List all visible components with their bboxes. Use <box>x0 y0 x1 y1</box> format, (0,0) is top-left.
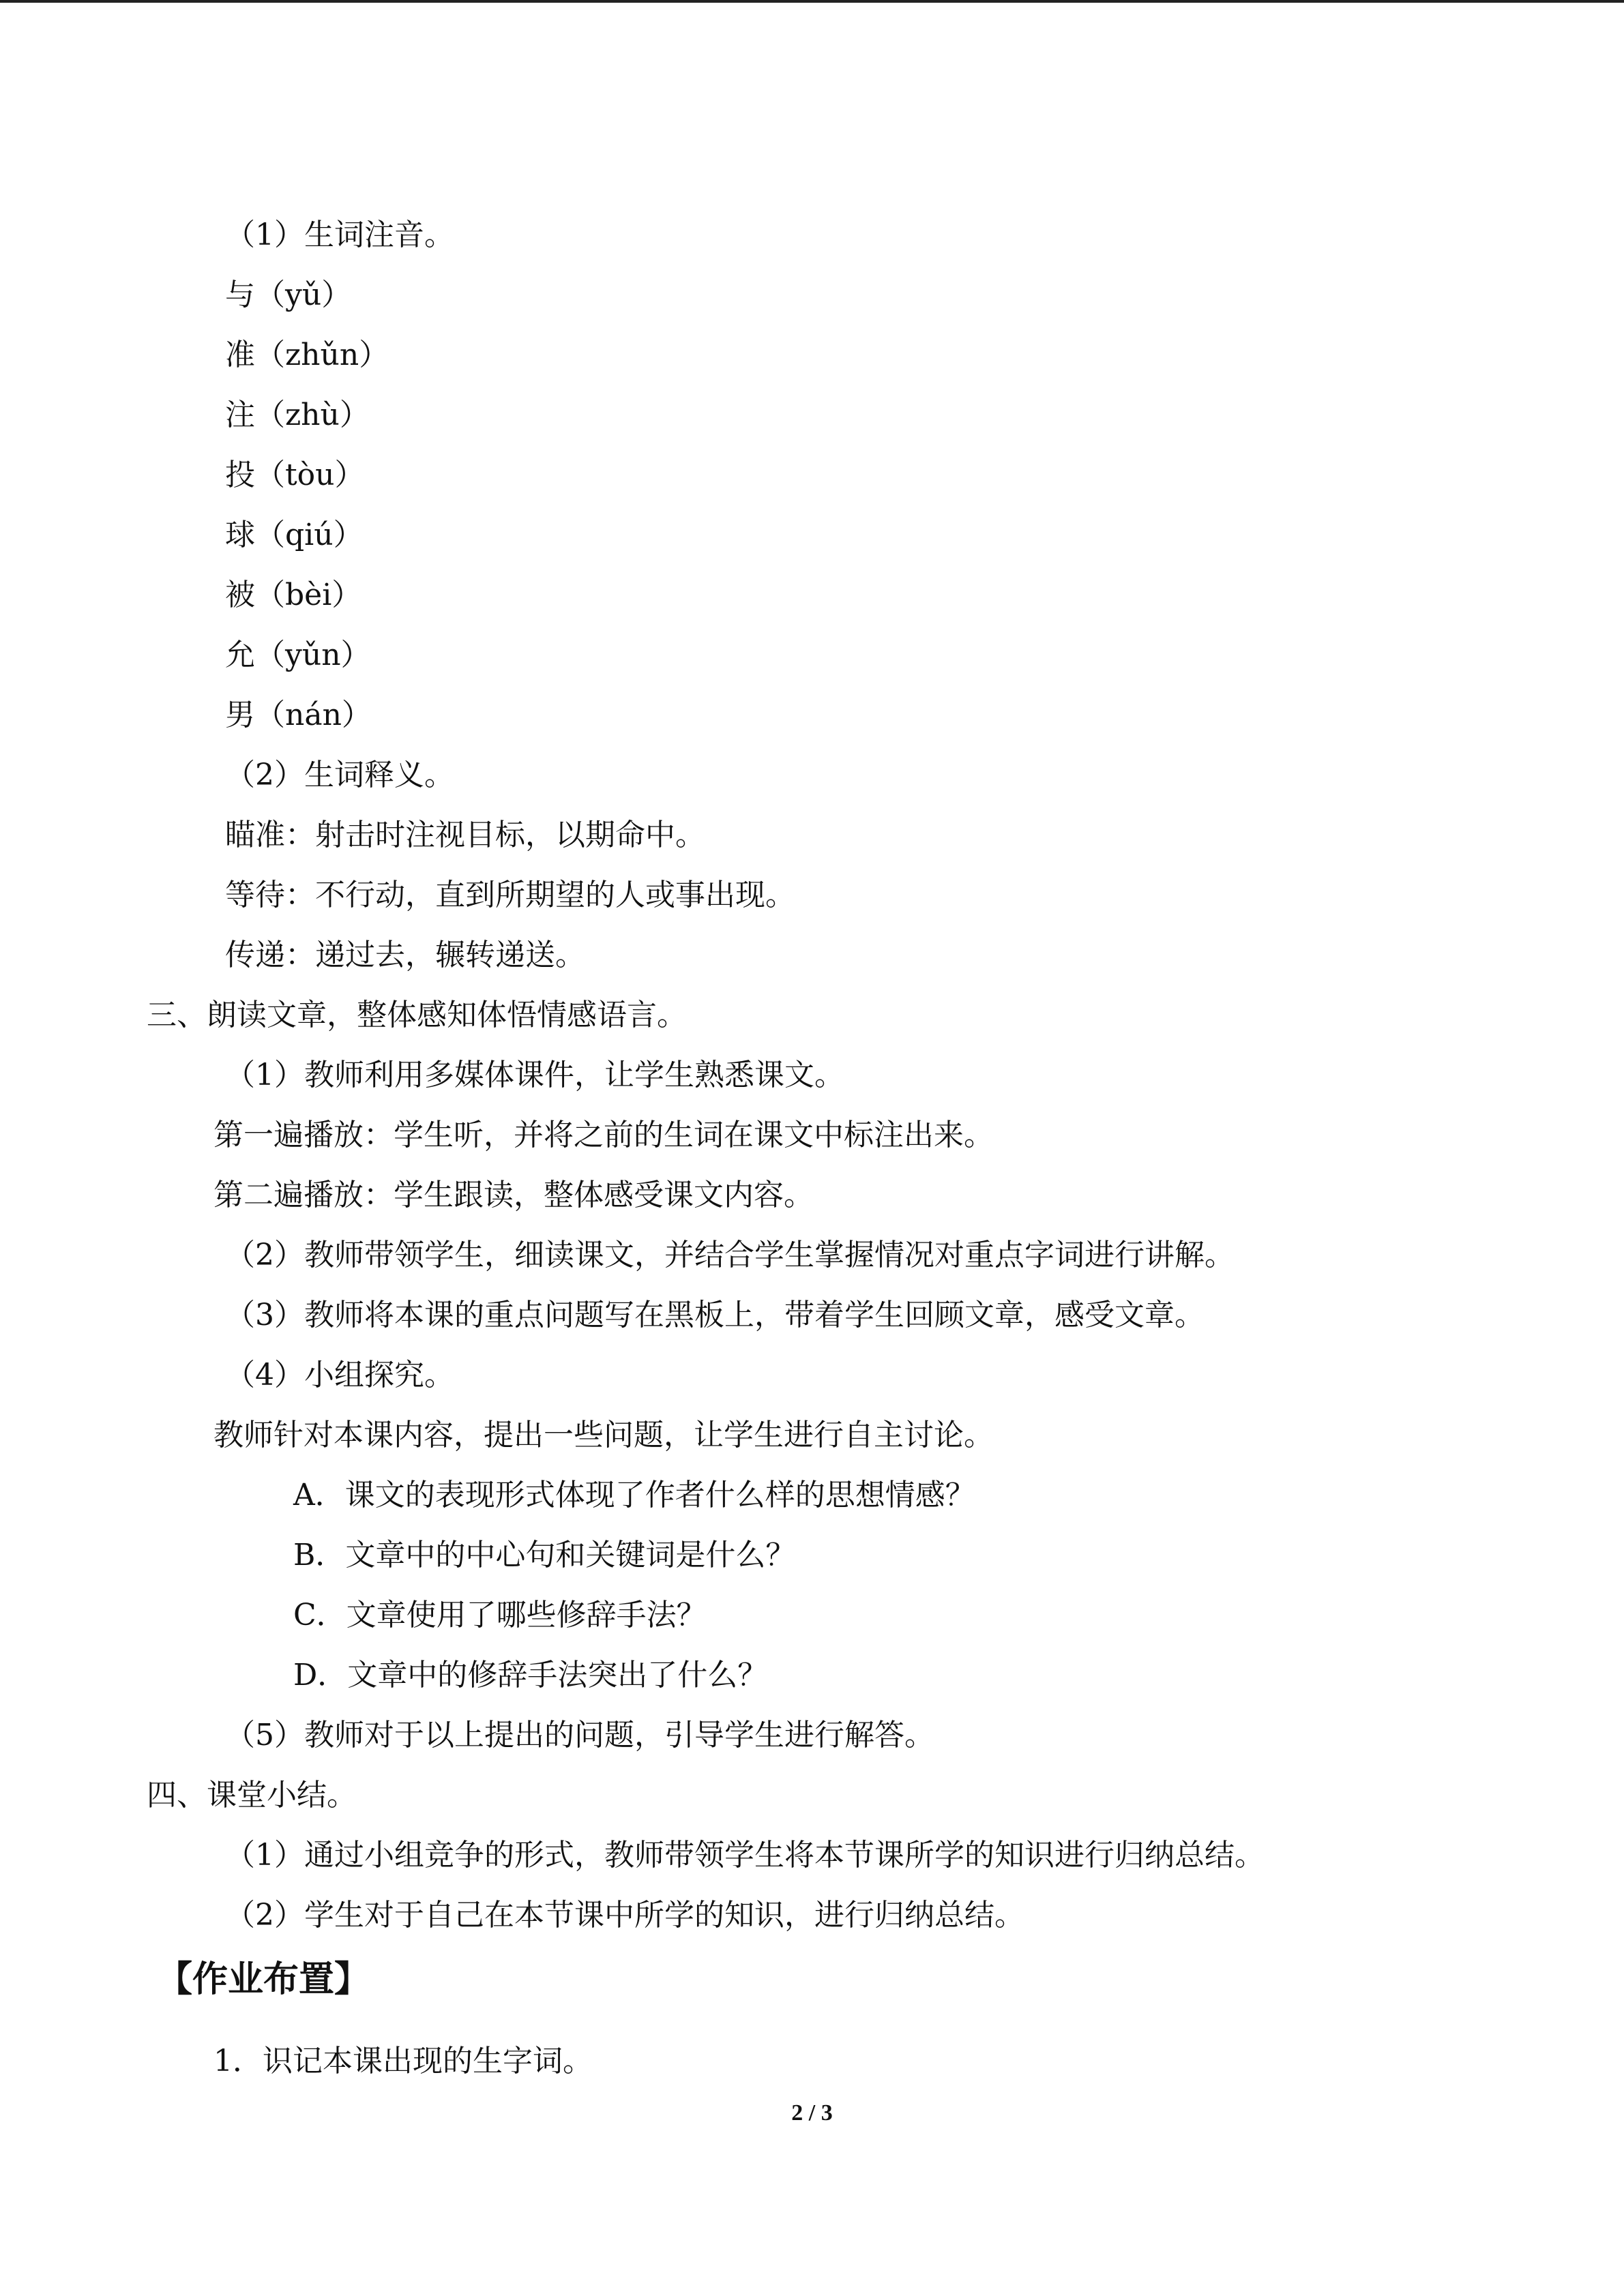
section-heading-3: 三、朗读文章，整体感知体悟情感语言。 <box>147 998 687 1032</box>
page-number: 2 / 3 <box>791 2100 833 2126</box>
text-line: （2）生词释义。 <box>225 758 454 792</box>
question-item: C．文章使用了哪些修辞手法？ <box>293 1598 707 1632</box>
homework-item: 1．识记本课出现的生字词。 <box>213 2044 593 2078</box>
text-line: （1）生词注音。 <box>225 218 454 252</box>
text-line: 瞄准：射击时注视目标，以期命中。 <box>225 818 705 852</box>
text-line: 球（qiú） <box>225 518 364 552</box>
text-line: （1）教师利用多媒体课件，让学生熟悉课文。 <box>225 1058 844 1092</box>
text-line: 准（zhǔn） <box>225 338 389 372</box>
text-line: （1）通过小组竞争的形式，教师带领学生将本节课所学的知识进行归纳总结。 <box>225 1838 1265 1873</box>
text-line: （2）学生对于自己在本节课中所学的知识，进行归纳总结。 <box>225 1898 1024 1933</box>
text-line: （4）小组探究。 <box>225 1358 454 1392</box>
text-line: 教师针对本课内容，提出一些问题，让学生进行自主讨论。 <box>213 1418 994 1452</box>
text-line: 第二遍播放：学生跟读，整体感受课文内容。 <box>213 1178 814 1212</box>
homework-heading: 【作业布置】 <box>157 1959 370 2000</box>
text-line: 第一遍播放：学生听，并将之前的生词在课文中标注出来。 <box>213 1118 994 1152</box>
question-item: D．文章中的修辞手法突出了什么？ <box>293 1658 768 1693</box>
text-line: 男（nán） <box>225 698 372 732</box>
text-line: （5）教师对于以上提出的问题，引导学生进行解答。 <box>225 1718 934 1753</box>
text-line: 与（yǔ） <box>225 278 352 312</box>
text-line: 注（zhù） <box>225 398 370 432</box>
text-line: （2）教师带领学生，细读课文，并结合学生掌握情况对重点字词进行讲解。 <box>225 1238 1235 1272</box>
question-item: A．课文的表现形式体现了作者什么样的思想情感？ <box>293 1478 975 1512</box>
question-item: B．文章中的中心句和关键词是什么？ <box>293 1538 796 1572</box>
text-line: （3）教师将本课的重点问题写在黑板上，带着学生回顾文章，感受文章。 <box>225 1298 1205 1332</box>
text-line: 等待：不行动，直到所期望的人或事出现。 <box>225 878 795 912</box>
text-line: 投（tòu） <box>225 458 365 492</box>
text-line: 允（yǔn） <box>225 638 371 672</box>
text-line: 传递：递过去，辗转递送。 <box>225 938 585 972</box>
section-heading-4: 四、课堂小结。 <box>147 1778 357 1813</box>
text-line: 被（bèi） <box>225 578 362 612</box>
